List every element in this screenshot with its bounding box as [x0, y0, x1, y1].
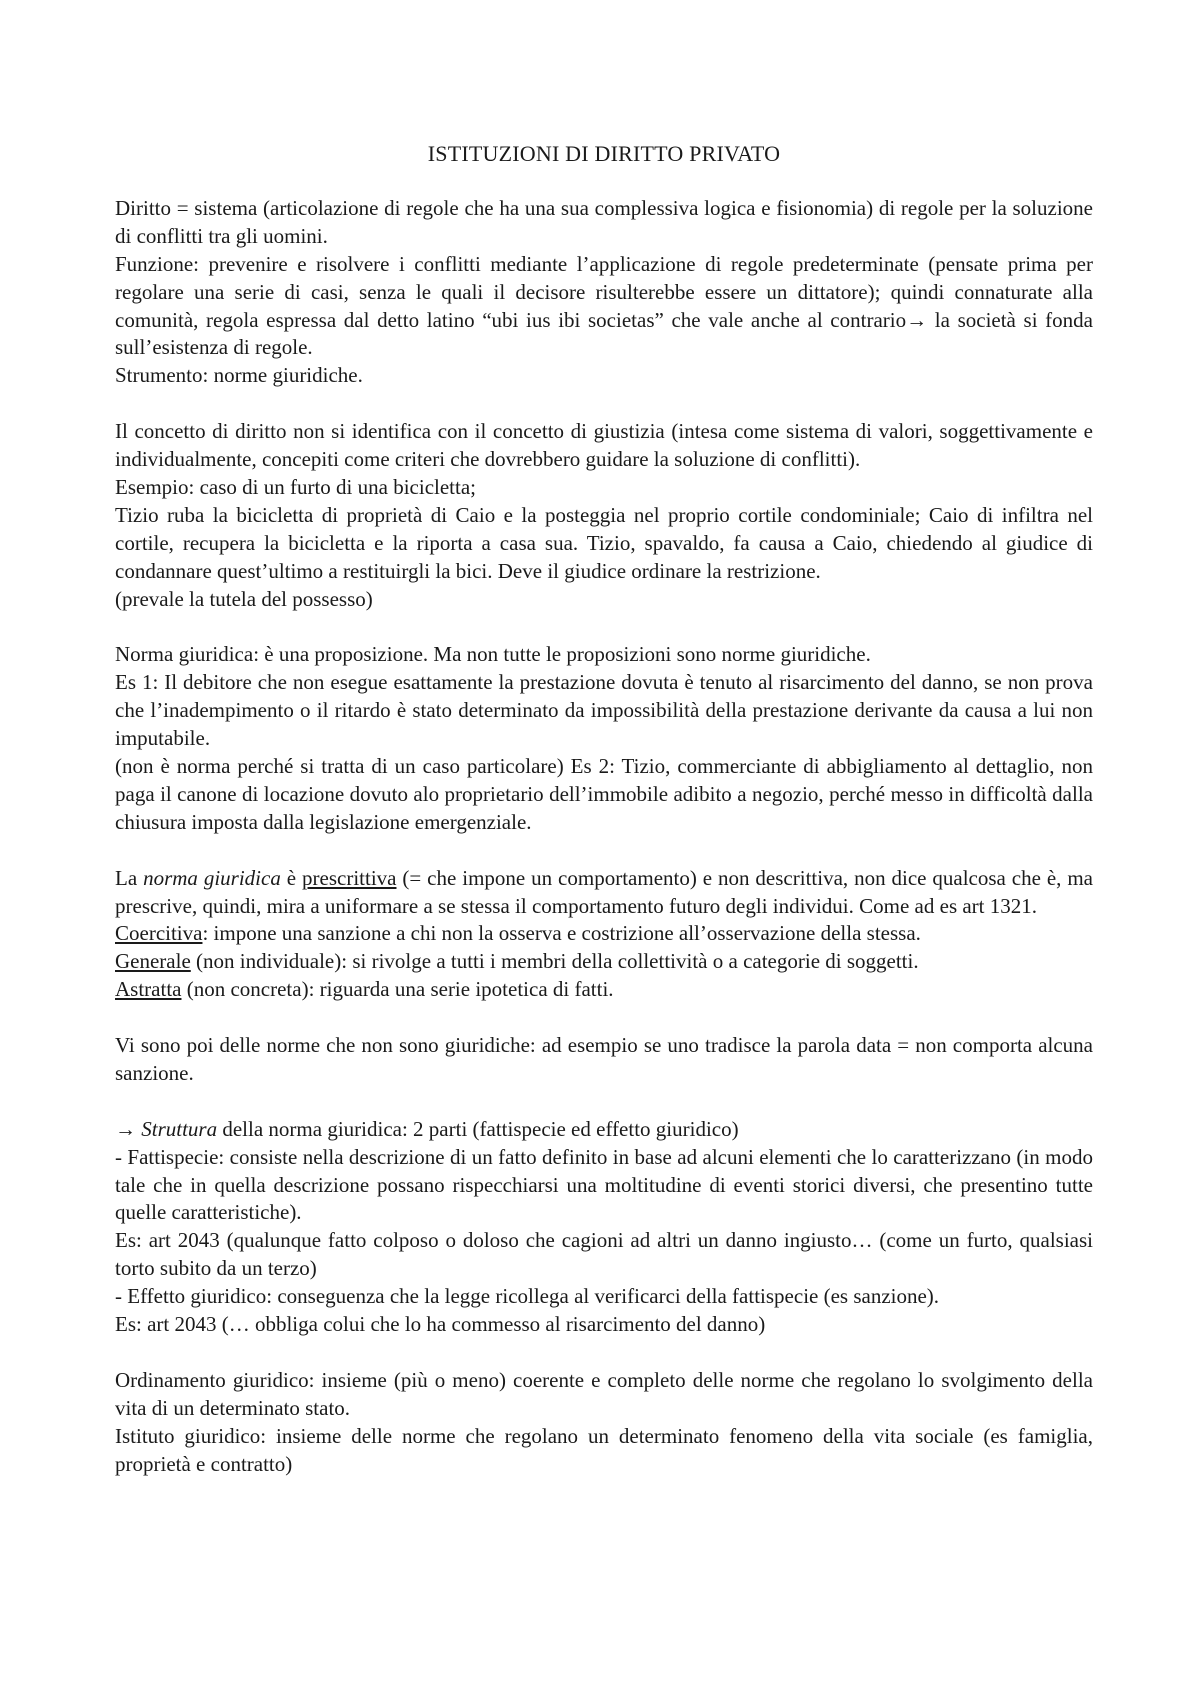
text-prescrittiva-desc: (= che impone un comportamento) e non descrittiva, non dice qualcosa che è, ma prescrive, quindi, mira a uniformare a se stessa il comportamento futuro degli individui. Come ad es art 1321. [115, 865, 1093, 918]
paragraph-prevale: (prevale la tutela del possesso) [115, 586, 373, 611]
text-la: La [115, 865, 144, 890]
text-astratta-desc: (non concreta): riguarda una serie ipotetica di fatti. [181, 977, 614, 1002]
paragraph-es2: (non è norma perché si tratta di un caso particolare) Es 2: Tizio, commerciante di abbigliamento al dettaglio, non paga il canone di locazione dovuto alo proprietario dell’immobile adibito a negozio, perché messo in difficoltà dalla chiusura imposta dalla legislazione emergenziale. [115, 754, 1093, 834]
paragraph-struttura [115, 1116, 1093, 1144]
paragraph-diritto: Diritto = sistema (articolazione di regole che ha una sua complessiva logica e fisionomia) di regole per la soluzione di conflitti tra gli uomini. [115, 195, 1093, 248]
paragraph-prescrittiva [115, 865, 1093, 921]
text-generale-desc: (non individuale): si rivolge a tutti i membri della collettività o a categorie di soggetti. [190, 949, 919, 974]
paragraph-norma: Norma giuridica: è una proposizione. Ma non tutte le proposizioni sono norme giuridiche. [115, 642, 871, 667]
paragraph-effetto: - Effetto giuridico: conseguenza che la legge ricollega al verificarci della fattispecie (es sanzione). [115, 1284, 940, 1309]
term-astratta: Astratta [115, 977, 182, 1002]
term-prescrittiva: prescrittiva [302, 865, 397, 890]
paragraph-strumento: Strumento: norme giuridiche. [115, 363, 363, 388]
paragraph-coercitiva [115, 920, 1093, 948]
paragraph-generale [115, 948, 1093, 976]
paragraph-funzione [115, 251, 1093, 363]
paragraph-ordinamento: Ordinamento giuridico: insieme (più o meno) coerente e completo delle norme che regolano lo svolgimento della vita di un determinato stato. [115, 1367, 1093, 1420]
paragraph-fattispecie: - Fattispecie: consiste nella descrizione di un fatto definito in base ad alcuni elementi che lo caratterizzano (in modo tale che in quella descrizione possano rispecchiarsi una moltitudine di eventi storici diversi, che presentino tutte quelle caratteristiche). [115, 1144, 1093, 1225]
text-coercitiva-desc: : impone una sanzione a chi non la osserva e costrizione all’osservazione della stessa. [202, 921, 921, 946]
paragraph-istituto: Istituto giuridico: insieme delle norme che regolano un determinato fenomeno della vita sociale (es famiglia, proprietà e contratto) [115, 1423, 1093, 1476]
paragraph-es1: Es 1: Il debitore che non esegue esattamente la prestazione dovuta è tenuto al risarcimento del danno, se non prova che l’inadempimento o il ritardo è stato determinato da impossibilità della prestazione derivante da causa a lui non imputabile. [115, 670, 1093, 751]
arrow-icon: → [906, 307, 928, 332]
term-norma-giuridica: norma giuridica [143, 865, 281, 890]
document-title: ISTITUZIONI DI DIRITTO PRIVATO [427, 141, 781, 166]
paragraph-concetto: Il concetto di diritto non si identifica con il concetto di giustizia (intesa come sistema di valori, soggettivamente e individualmente, concepiti come criteri che dovrebbero guidare la soluzione di conflitti). [115, 419, 1093, 472]
funzione-text: Funzione: prevenire e risolvere i conflitti mediante l’applicazione di regole predeterminate (pensate prima per regolare una serie di casi, senza le quali il decisore risulterebbe essere un dittatore); quindi connaturate alla comunità, regola espressa dal detto latino “ubi ius ibi societas” che vale anche al contrario [115, 251, 1093, 332]
funzione-tail: la società si fonda sull’esistenza di regole. [115, 307, 1094, 360]
paragraph-esempio: Esempio: caso di un furto di una bicicletta; [115, 474, 476, 499]
term-struttura: Struttura [141, 1116, 218, 1141]
paragraph-astratta [115, 976, 1093, 1004]
arrow-icon: → [115, 1116, 136, 1141]
paragraph-norme-non-giuridiche: Vi sono poi delle norme che non sono giuridiche: ad esempio se uno tradisce la parola data = non comporta alcuna sanzione. [115, 1033, 1093, 1085]
text-e: è [280, 865, 303, 890]
paragraph-art2043-b: Es: art 2043 (… obbliga colui che lo ha commesso al risarcimento del danno) [115, 1312, 766, 1337]
text-struttura-desc: della norma giuridica: 2 parti (fattispecie ed effetto giuridico) [217, 1116, 739, 1141]
document-page [115, 140, 1093, 1479]
term-coercitiva: Coercitiva [115, 921, 203, 946]
paragraph-tizio: Tizio ruba la bicicletta di proprietà di Caio e la posteggia nel proprio cortile condominiale; Caio di infiltra nel cortile, recupera la bicicletta e la riporta a casa sua. Tizio, spavaldo, fa causa a Caio, chiedendo al giudice di condannare quest’ultimo a restituirgli la bici. Deve il giudice ordinare la restrizione. [115, 502, 1093, 583]
paragraph-art2043-a: Es: art 2043 (qualunque fatto colposo o doloso che cagioni ad altri un danno ingiusto… (come un furto, qualsiasi torto subito da un terzo) [115, 1228, 1093, 1281]
term-generale: Generale [115, 949, 191, 974]
